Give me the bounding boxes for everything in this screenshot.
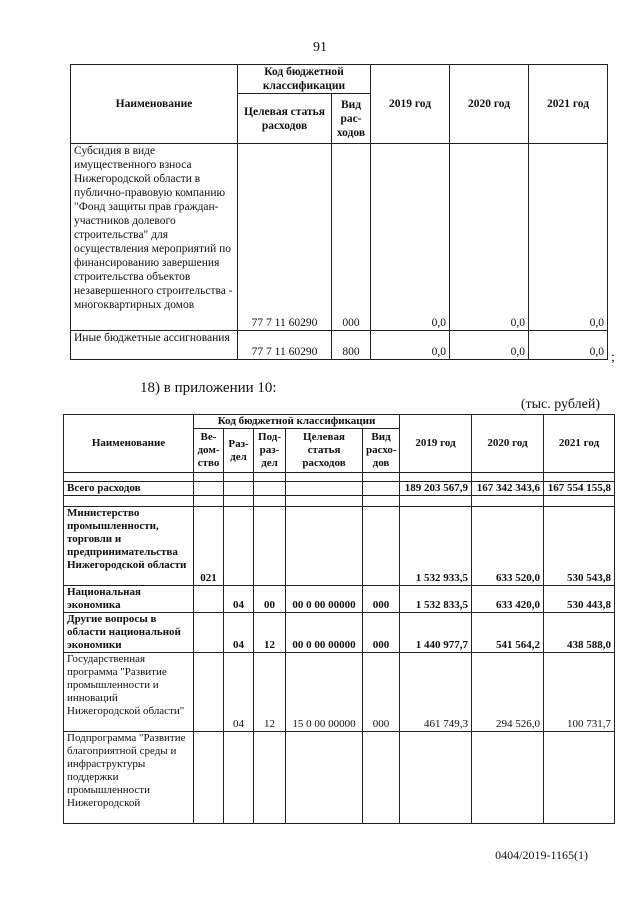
row-subsection (254, 507, 286, 586)
row-value-2021 (544, 732, 615, 824)
col-header-2020: 2020 год (450, 65, 529, 144)
col-header-2020: 2020 год (472, 415, 544, 473)
row-target: 77 7 11 60290 (238, 144, 332, 331)
row-value-2020: 167 342 343,6 (472, 482, 544, 496)
row-section: 04 (224, 586, 254, 613)
row-value-2021: 0,0 (529, 144, 608, 331)
row-value-2019: 0,0 (371, 331, 450, 360)
row-type (363, 732, 400, 824)
row-subsection (254, 482, 286, 496)
row-value-2021: 438 588,0 (544, 613, 615, 653)
row-name: Субсидия в виде имущественного взноса Нижегородской области в публично-правовую компанию "Фонд защиты прав граждан-участников долевого строительства" для осуществления мероприятий по финансированию завершения строительства объектов незавершенного строительства - многоквартирных домов (71, 144, 238, 331)
row-dept (194, 586, 224, 613)
row-subsection: 00 (254, 586, 286, 613)
row-value-2020: 294 526,0 (472, 653, 544, 732)
table-row (64, 732, 615, 824)
row-section: 04 (224, 653, 254, 732)
col-header-name: Наименование (64, 415, 194, 473)
row-target: 15 0 00 00000 (286, 653, 363, 732)
row-dept: 021 (194, 507, 224, 586)
table-row (71, 331, 608, 360)
row-target (286, 482, 363, 496)
col-header-target-article: Целевая статья расходов (238, 94, 332, 144)
table-row (64, 613, 615, 653)
row-name: Национальная экономика (64, 586, 194, 613)
row-value-2021: 530 443,8 (544, 586, 615, 613)
row-name: Всего расходов (64, 482, 194, 496)
col-header-expense-type: Вид расхо-дов (363, 429, 400, 473)
table-row (71, 144, 608, 331)
col-header-dept: Ве-дом-ство (194, 429, 224, 473)
row-type (363, 507, 400, 586)
section-heading: 18) в приложении 10: (140, 380, 277, 396)
spacer-row (64, 473, 615, 482)
col-header-section: Раз-дел (224, 429, 254, 473)
row-target (286, 732, 363, 824)
table-row (64, 482, 615, 496)
row-dept (194, 653, 224, 732)
row-dept (194, 613, 224, 653)
col-header-code-group: Код бюджетной классификации (194, 415, 400, 429)
row-name: Другие вопросы в области национальной экономики (64, 613, 194, 653)
row-value-2020: 541 564,2 (472, 613, 544, 653)
row-value-2019: 189 203 567,9 (400, 482, 472, 496)
row-value-2019: 461 749,3 (400, 653, 472, 732)
unit-label: (тыс. рублей) (520, 397, 600, 412)
row-value-2019: 1 440 977,7 (400, 613, 472, 653)
row-target: 77 7 11 60290 (238, 331, 332, 360)
row-value-2019 (400, 732, 472, 824)
col-header-name: Наименование (71, 65, 238, 144)
col-header-2019: 2019 год (400, 415, 472, 473)
document-code: 0404/2019-1165(1) (495, 848, 588, 862)
row-subsection: 12 (254, 653, 286, 732)
row-value-2020: 0,0 (450, 144, 529, 331)
row-type (363, 482, 400, 496)
row-type: 000 (363, 586, 400, 613)
appendix-10-table (63, 414, 615, 824)
page-number: 91 (313, 40, 327, 55)
row-section (224, 732, 254, 824)
row-target: 00 0 00 00000 (286, 586, 363, 613)
budget-table-continuation (70, 64, 608, 360)
row-value-2021: 530 543,8 (544, 507, 615, 586)
table-row (64, 507, 615, 586)
col-header-2019: 2019 год (371, 65, 450, 144)
row-type: 000 (363, 653, 400, 732)
row-value-2020 (472, 732, 544, 824)
row-value-2019: 1 532 933,5 (400, 507, 472, 586)
col-header-2021: 2021 год (544, 415, 615, 473)
row-name: Подпрограмма "Развитие благоприятной среды и инфраструктуры поддержки промышленности Нижегородской (64, 732, 194, 824)
col-header-target-article: Целевая статья расходов (286, 429, 363, 473)
row-section (224, 482, 254, 496)
row-type: 800 (332, 331, 371, 360)
row-dept (194, 732, 224, 824)
spacer-row (64, 496, 615, 507)
row-value-2019: 1 532 833,5 (400, 586, 472, 613)
row-value-2019: 0,0 (371, 144, 450, 331)
col-header-2021: 2021 год (529, 65, 608, 144)
row-value-2021: 100 731,7 (544, 653, 615, 732)
row-target: 00 0 00 00000 (286, 613, 363, 653)
table-row (64, 653, 615, 732)
row-name: Государственная программа "Развитие промышленности и инноваций Нижегородской области" (64, 653, 194, 732)
row-subsection (254, 732, 286, 824)
row-section (224, 507, 254, 586)
row-name: Иные бюджетные ассигнования (71, 331, 238, 360)
row-value-2020: 633 420,0 (472, 586, 544, 613)
row-name: Министерство промышленности, торговли и предпринимательства Нижегородской области (64, 507, 194, 586)
row-subsection: 12 (254, 613, 286, 653)
col-header-subsection: Под-раз-дел (254, 429, 286, 473)
row-dept (194, 482, 224, 496)
row-type: 000 (332, 144, 371, 331)
row-value-2020: 0,0 (450, 331, 529, 360)
row-section: 04 (224, 613, 254, 653)
trailing-semicolon: ; (611, 350, 615, 365)
col-header-code-group: Код бюджетной классификации (238, 65, 371, 94)
row-target (286, 507, 363, 586)
row-value-2021: 167 554 155,8 (544, 482, 615, 496)
row-value-2020: 633 520,0 (472, 507, 544, 586)
col-header-expense-type: Вид рас-ходов (332, 94, 371, 144)
table-row (64, 586, 615, 613)
row-value-2021: 0,0 (529, 331, 608, 360)
row-type: 000 (363, 613, 400, 653)
